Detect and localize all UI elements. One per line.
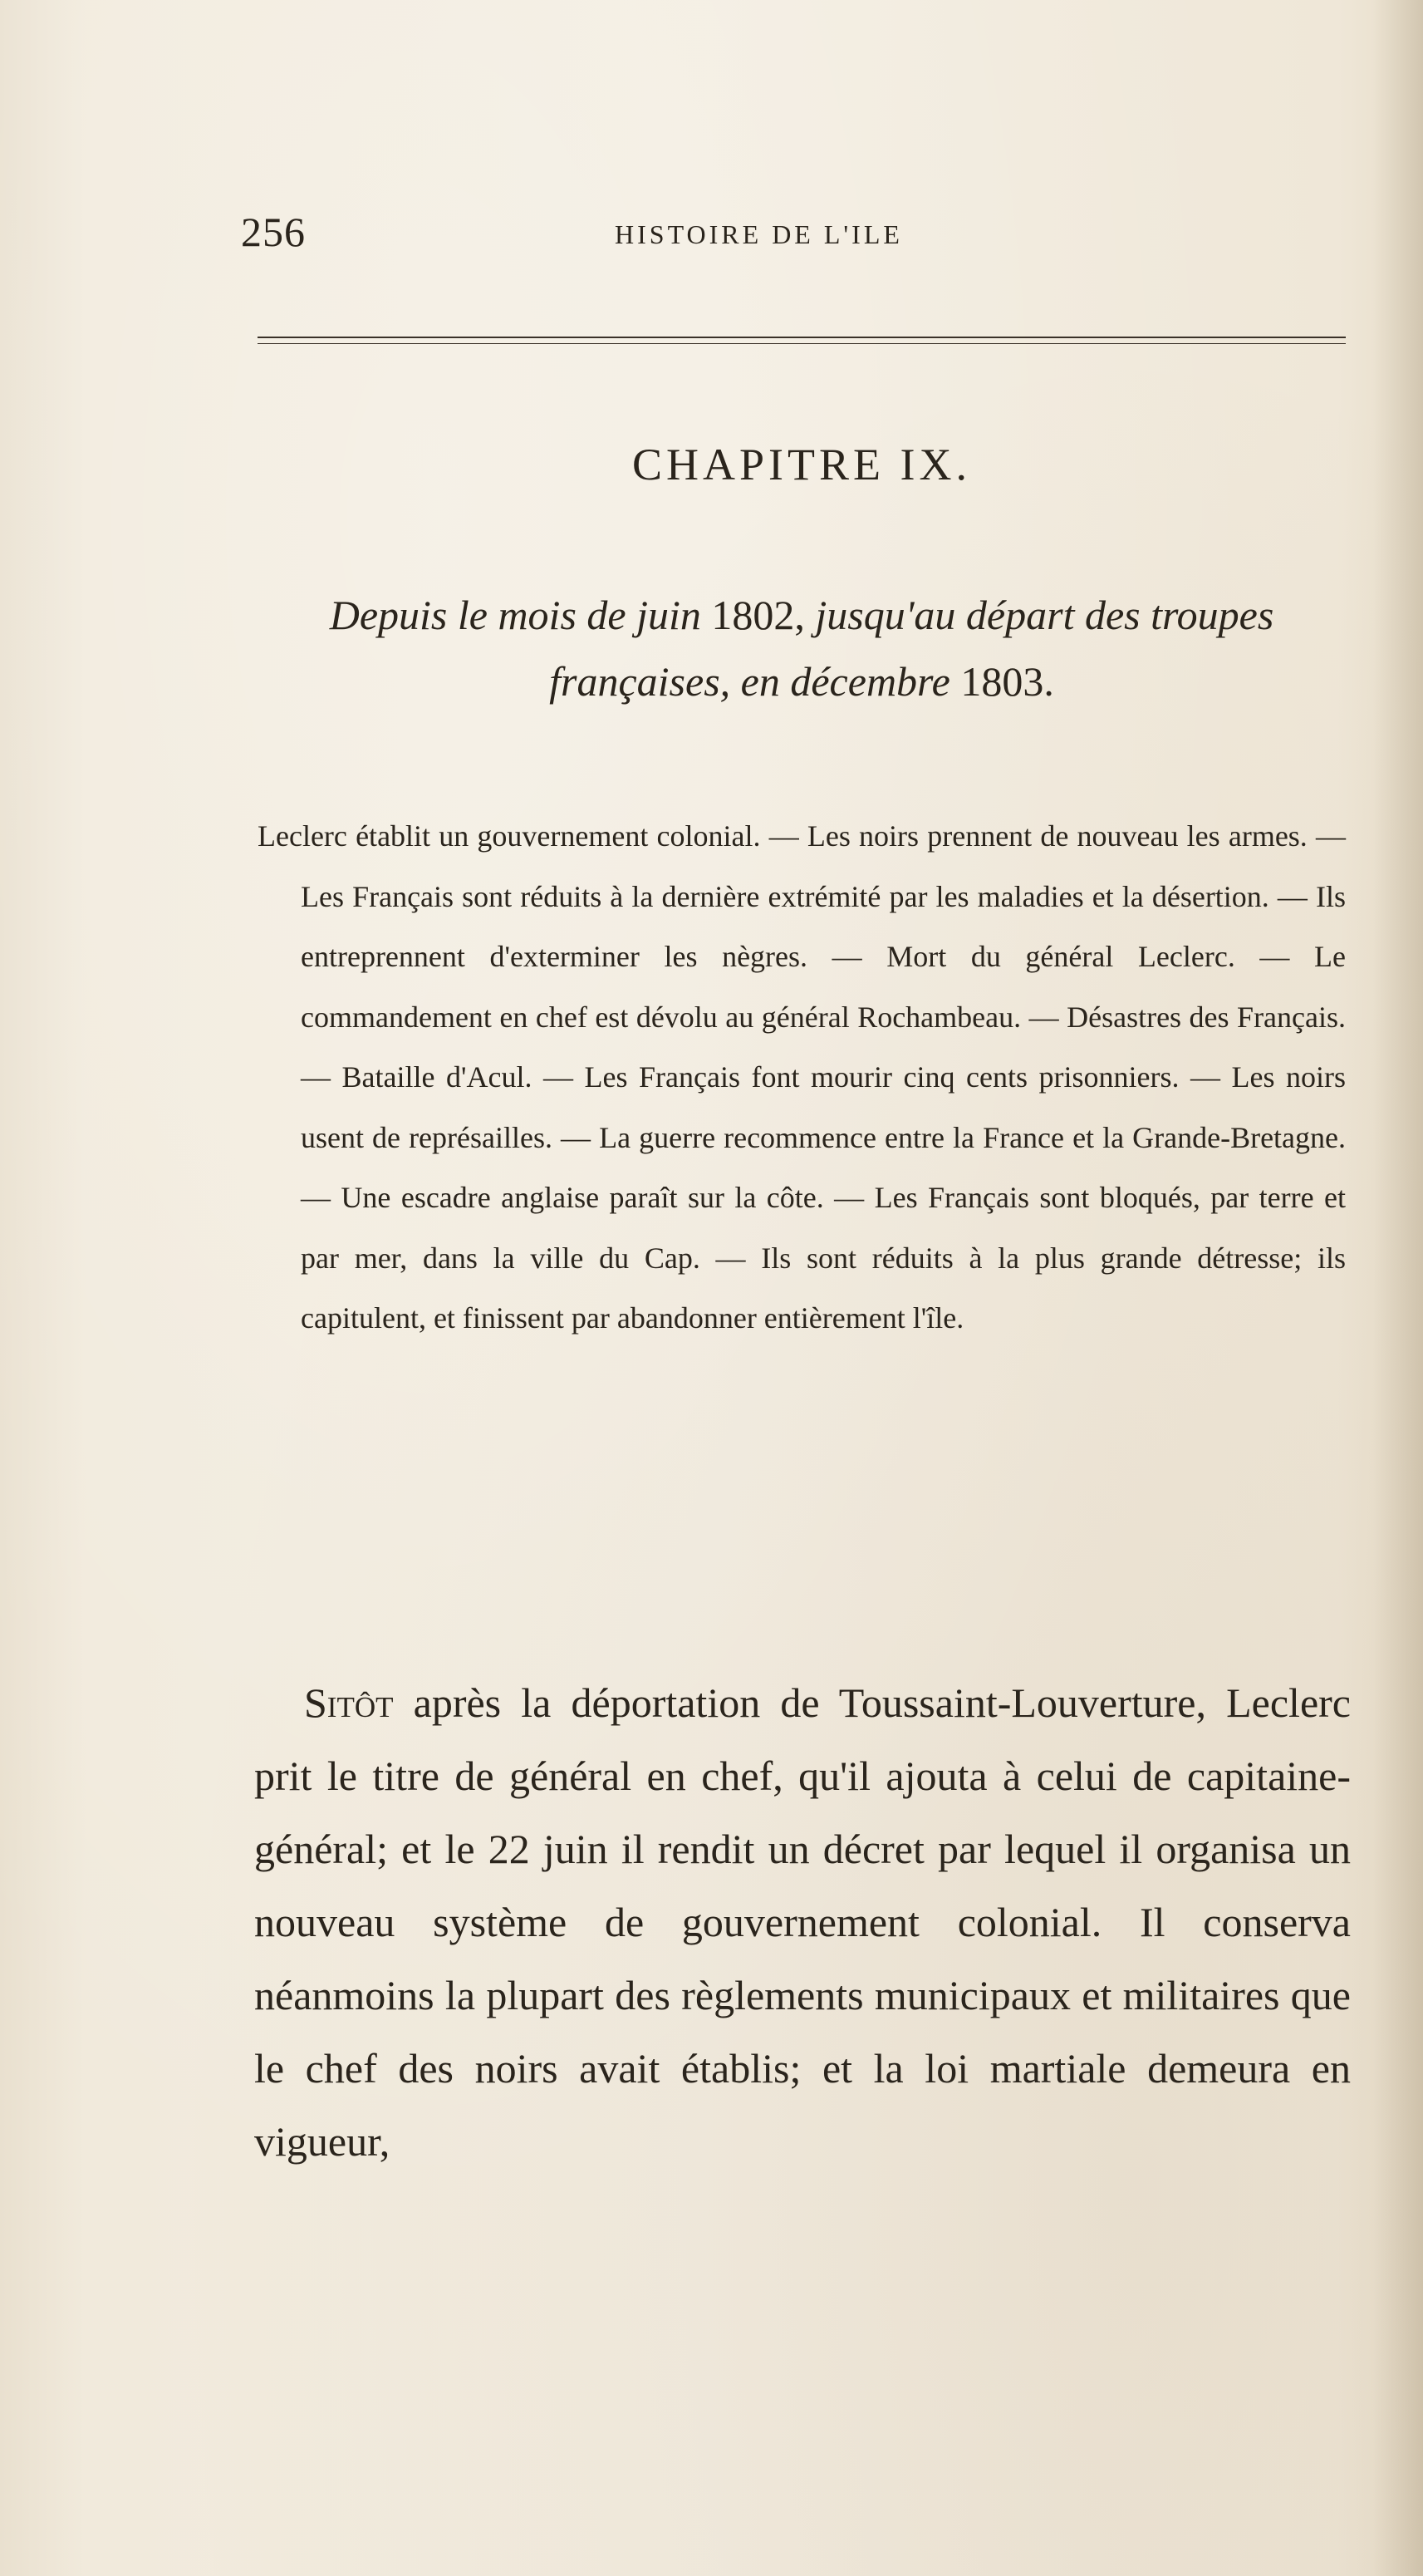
header-rule [258,337,1346,344]
subtitle-part3: en décembre [740,658,950,705]
chapter-title: CHAPITRE IX. [632,440,971,489]
body-text: après la déportation de Toussaint-Louverture, Leclerc prit le titre de général en chef, qu'il ajouta à celui de capitaine-général; et le 22 juin il rendit un décret par lequel il organisa un nouveau système de gouvernement colonial. Il conserva néanmoins la plupart des règlements municipaux et militaires que le chef des noirs avait établis; et la loi martiale demeura en vigueur, [254,1679,1351,2165]
body-paragraph [254,1666,1351,2178]
subtitle-year2: 1803. [960,658,1054,705]
subtitle-part2: jusqu'au départ des troupes françaises, [549,592,1274,705]
chapter-summary: Leclerc établit un gouvernement colonial. — Les noirs prennent de nouveau les armes. — Les Français sont réduits à la dernière extrémité par les maladies et la désertion. — Ils entreprennent d'exterminer les nègres. — Mort du général Leclerc. — Le commandement en chef est dévolu au général Rochambeau. — Désastres des Français. — Bataille d'Acul. — Les Français font mourir cinq cents prisonniers. — Les noirs usent de représailles. — La guerre recommence entre la France et la Grande-Bretagne. — Une escadre anglaise paraît sur la côte. — Les Français sont bloqués, par terre et par mer, dans la ville du Cap. — Ils sont réduits à la plus grande détresse; ils capitulent, et finissent par abandonner entièrement l'île. [258,819,1346,1335]
page-number: 256 [241,209,306,255]
subtitle-year1: 1802, [711,592,805,638]
lead-word: Sitôt [304,1679,394,1726]
running-head [241,208,1346,266]
running-title: HISTOIRE DE L'ILE [615,219,903,249]
subtitle-part1: Depuis le mois de juin [329,592,701,638]
chapter-subtitle [249,582,1354,715]
